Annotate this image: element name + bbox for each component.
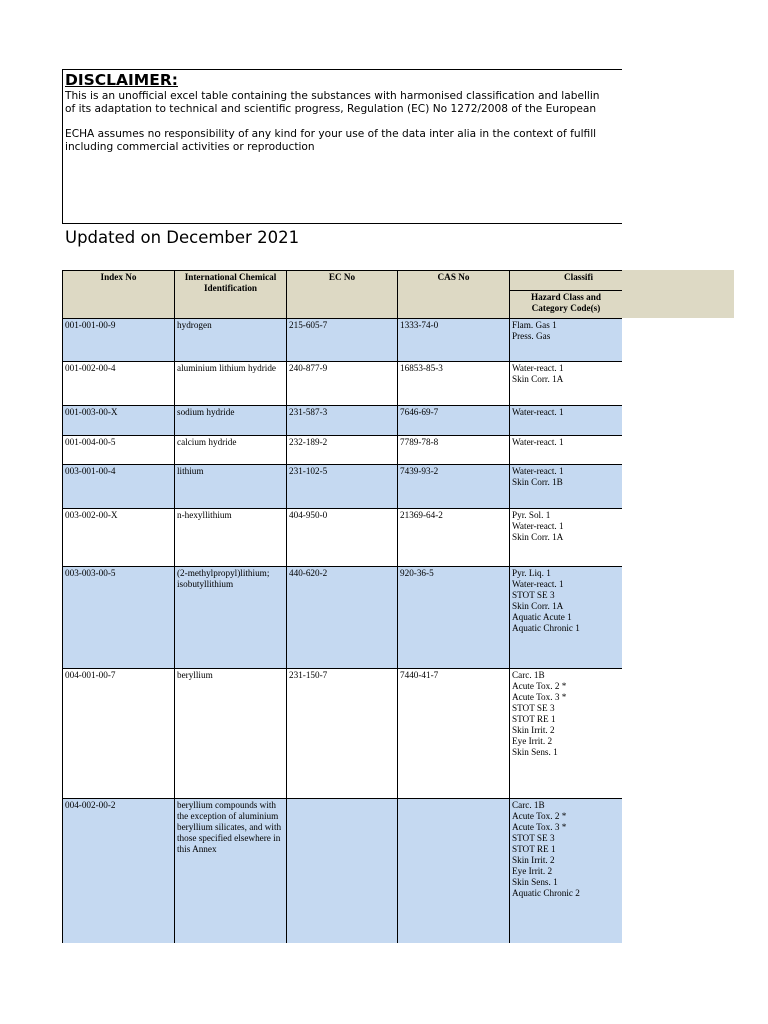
table-row [63,436,623,465]
cell-ec-no: 231-150-7 [287,669,398,799]
header-cas-no: CAS No [398,271,510,319]
cell-index-no: 004-001-00-7 [63,669,175,799]
cell-hazard-class: Water-react. 1 [510,406,623,436]
cell-index-no: 003-003-00-5 [63,567,175,669]
header-ec-no: EC No [287,271,398,319]
table-body [63,319,623,944]
cell-chemical-id: beryllium compounds with the exception of aluminium beryllium silicates, and with those specified elsewhere in this Annex [175,799,287,944]
table-row [63,799,623,944]
table-row [63,319,623,362]
header-classification: Classifi [510,271,623,291]
cell-ec-no: 440-620-2 [287,567,398,669]
cell-index-no: 001-002-00-4 [63,362,175,406]
header-index-no: Index No [63,271,175,319]
disclaimer-line-1: This is an unofficial excel table containing the substances with harmonised classification and labellin [65,90,600,102]
cell-hazard-class: Pyr. Sol. 1 Water-react. 1 Skin Corr. 1A [510,509,623,567]
cell-ec-no: 232-189-2 [287,436,398,465]
header-hazard-class-label: Hazard Class and Category Code(s) [531,292,601,313]
table-row [63,406,623,436]
cell-cas-no: 7646-69-7 [398,406,510,436]
cell-cas-no: 7789-78-8 [398,436,510,465]
cell-cas-no: 7439-93-2 [398,465,510,509]
cell-ec-no [287,799,398,944]
header-chemical-id: International Chemical Identification [175,271,287,319]
substance-table [62,270,622,943]
cell-cas-no: 7440-41-7 [398,669,510,799]
cell-chemical-id: (2-methylpropyl)lithium; isobutyllithium [175,567,287,669]
substance-table-viewport [62,270,622,943]
cell-hazard-class: Carc. 1B Acute Tox. 2 * Acute Tox. 3 * STOT SE 3 STOT RE 1 Skin Irrit. 2 Eye Irrit. 2 Skin Sens. 1 [510,669,623,799]
disclaimer-box [62,69,622,224]
cell-ec-no: 215-605-7 [287,319,398,362]
table-row [63,669,623,799]
cell-index-no: 003-001-00-4 [63,465,175,509]
cell-hazard-class: Carc. 1B Acute Tox. 2 * Acute Tox. 3 * STOT SE 3 STOT RE 1 Skin Irrit. 2 Eye Irrit. 2 Skin Sens. 1 Aquatic Chronic 2 [510,799,623,944]
cell-hazard-class: Flam. Gas 1 Press. Gas [510,319,623,362]
cell-index-no: 001-003-00-X [63,406,175,436]
cell-ec-no: 404-950-0 [287,509,398,567]
cell-cas-no: 21369-64-2 [398,509,510,567]
cell-hazard-class: Water-react. 1 Skin Corr. 1A [510,362,623,406]
header-fill-extension [621,270,734,318]
cell-hazard-class: Pyr. Liq. 1 Water-react. 1 STOT SE 3 Skin Corr. 1A Aquatic Acute 1 Aquatic Chronic 1 [510,567,623,669]
cell-cas-no: 16853-85-3 [398,362,510,406]
cell-chemical-id: aluminium lithium hydride [175,362,287,406]
disclaimer-line-2: of its adaptation to technical and scientific progress, Regulation (EC) No 1272/2008 of the European [65,103,597,115]
cell-chemical-id: n-hexyllithium [175,509,287,567]
cell-chemical-id: hydrogen [175,319,287,362]
cell-index-no: 001-001-00-9 [63,319,175,362]
cell-hazard-class: Water-react. 1 Skin Corr. 1B [510,465,623,509]
updated-date: Updated on December 2021 [65,228,300,247]
cell-cas-no: 1333-74-0 [398,319,510,362]
table-row [63,465,623,509]
header-hazard-class [510,291,623,319]
cell-index-no: 001-004-00-5 [63,436,175,465]
cell-cas-no: 920-36-5 [398,567,510,669]
cell-ec-no: 240-877-9 [287,362,398,406]
cell-chemical-id: beryllium [175,669,287,799]
cell-index-no: 004-002-00-2 [63,799,175,944]
cell-index-no: 003-002-00-X [63,509,175,567]
disclaimer-line-4: including commercial activities or reproduction [65,141,315,153]
table-row [63,509,623,567]
cell-chemical-id: sodium hydride [175,406,287,436]
cell-hazard-class: Water-react. 1 [510,436,623,465]
table-row [63,362,623,406]
cell-cas-no [398,799,510,944]
table-row [63,567,623,669]
disclaimer-line-3: ECHA assumes no responsibility of any kind for your use of the data inter alia in the context of fulfill [65,128,597,140]
cell-ec-no: 231-587-3 [287,406,398,436]
disclaimer-title: DISCLAIMER: [65,71,178,89]
cell-ec-no: 231-102-5 [287,465,398,509]
cell-chemical-id: calcium hydride [175,436,287,465]
cell-chemical-id: lithium [175,465,287,509]
